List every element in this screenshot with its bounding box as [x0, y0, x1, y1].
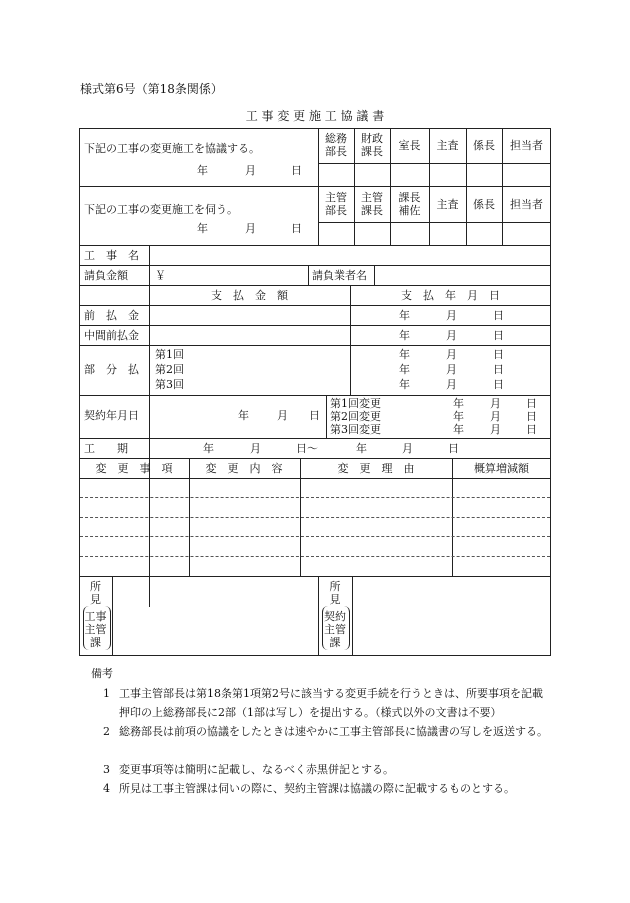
advance-day: 日	[493, 309, 504, 322]
period-end-year: 年	[356, 442, 367, 455]
header-person-in-charge-1: 担当者	[510, 139, 543, 152]
label-change-content: 変 更 内 容	[205, 462, 283, 475]
change-2-day: 日	[526, 410, 537, 423]
page-title: 工 事 変 更 施 工 協 議 書	[245, 109, 385, 123]
change-1-year: 年	[453, 397, 464, 410]
approval-date-1-month: 月	[245, 164, 256, 177]
contract-year: 年	[238, 409, 249, 422]
change-round-1: 第1回変更	[330, 397, 381, 410]
note-2-text: 総務部長は前項の協議をしたときは速やかに工事主管部長に協議書の写しを返送する。	[119, 725, 548, 738]
period-end-month: 月	[402, 442, 413, 455]
form-number: 様式第6号（第18条関係）	[80, 82, 223, 96]
note-3-text: 変更事項等は簡明に記載し、なるべく赤黒併記とする。	[119, 763, 394, 776]
label-contract-managing-section: 契約 主管 課	[324, 610, 346, 649]
header-section-chief-1: 係長	[473, 139, 495, 152]
note-2-number: 2	[103, 725, 110, 738]
notes-heading: 備考	[91, 667, 113, 680]
change-3-month: 月	[490, 423, 501, 436]
label-change-item: 変 更 事 項	[95, 462, 173, 475]
change-round-2: 第2回変更	[330, 410, 381, 423]
label-partial-payment: 部 分 払	[84, 363, 139, 376]
approval-date-2-month: 月	[245, 222, 256, 235]
partial-2-year: 年	[399, 363, 410, 376]
label-construction-name: 工 事 名	[84, 249, 139, 262]
header-managing-director: 主管 部長	[325, 191, 347, 217]
header-section-chief-2: 係長	[473, 198, 495, 211]
partial-round-3: 第3回	[155, 378, 184, 391]
note-1-number: 1	[103, 687, 110, 700]
period-start-day: 日〜	[296, 442, 318, 455]
header-chief-inspector-2: 主査	[436, 198, 459, 211]
change-1-day: 日	[526, 397, 537, 410]
approval-date-1-year: 年	[197, 164, 208, 177]
partial-3-day: 日	[493, 378, 504, 391]
mid-advance-year: 年	[399, 329, 410, 342]
header-deputy-manager: 課長 補佐	[398, 191, 421, 217]
note-3-number: 3	[103, 763, 110, 776]
label-advance-payment: 前 払 金	[84, 309, 139, 322]
approval-date-2-year: 年	[197, 222, 208, 235]
approval-date-1-day: 日	[291, 164, 302, 177]
partial-3-year: 年	[399, 378, 410, 391]
yen-symbol: ￥	[155, 269, 166, 282]
change-1-month: 月	[490, 397, 501, 410]
partial-1-month: 月	[446, 348, 457, 361]
partial-round-2: 第2回	[155, 363, 184, 376]
period-end-day: 日	[448, 442, 459, 455]
approval-text-2: 下記の工事の変更施工を伺う。	[84, 203, 238, 216]
label-payment-date: 支 払 年 月 日	[401, 289, 500, 302]
mid-advance-day: 日	[493, 329, 504, 342]
label-construction-managing-section: 工事 主管 課	[84, 610, 107, 649]
contract-day: 日	[309, 409, 320, 422]
change-3-year: 年	[453, 423, 464, 436]
partial-2-day: 日	[493, 363, 504, 376]
header-office-chief: 室長	[398, 139, 421, 152]
partial-3-month: 月	[446, 378, 457, 391]
header-managing-manager: 主管 課長	[361, 191, 383, 217]
label-contract-date: 契約年月日	[84, 409, 139, 422]
partial-round-1: 第1回	[155, 348, 184, 361]
note-4-number: 4	[103, 782, 110, 795]
label-change-reason: 変 更 理 由	[337, 462, 415, 475]
change-round-3: 第3回変更	[330, 423, 381, 436]
label-construction-period: 工 期	[84, 442, 128, 455]
label-payment-amount: 支 払 金 額	[211, 289, 288, 302]
approval-text-1: 下記の工事の変更施工を協議する。	[84, 142, 260, 155]
note-4-text: 所見は工事主管課は伺いの際に、契約主管課は協議の際に記載するものとする。	[119, 782, 515, 795]
label-mid-advance-payment: 中間前払金	[84, 329, 139, 342]
period-start-month: 月	[250, 442, 261, 455]
label-opinion-1: 所 見	[90, 580, 101, 606]
advance-month: 月	[446, 309, 457, 322]
approval-date-2-day: 日	[291, 222, 302, 235]
label-opinion-2: 所 見	[329, 580, 341, 606]
header-finance-manager: 財政 課長	[361, 132, 383, 158]
change-3-day: 日	[526, 423, 537, 436]
note-1-text: 工事主管部長は第18条第1項第2号に該当する変更手続を行うときは、所要事項を記載押印の上総務部長に2部（1部は写し）を提出する。（様式以外の文書は不要）	[119, 687, 543, 719]
advance-year: 年	[399, 309, 410, 322]
period-start-year: 年	[203, 442, 214, 455]
partial-1-day: 日	[493, 348, 504, 361]
label-estimated-change: 概算増減額	[474, 462, 529, 475]
header-person-in-charge-2: 担当者	[510, 198, 543, 211]
label-contract-amount: 請負金額	[84, 269, 128, 282]
label-contractor-name: 請負業者名	[312, 269, 367, 282]
contract-month: 月	[277, 409, 288, 422]
partial-2-month: 月	[446, 363, 457, 376]
partial-1-year: 年	[399, 348, 410, 361]
header-general-affairs-director: 総務 部長	[325, 132, 347, 158]
mid-advance-month: 月	[446, 329, 457, 342]
change-2-month: 月	[490, 410, 501, 423]
change-2-year: 年	[453, 410, 464, 423]
header-chief-inspector-1: 主査	[436, 139, 459, 152]
